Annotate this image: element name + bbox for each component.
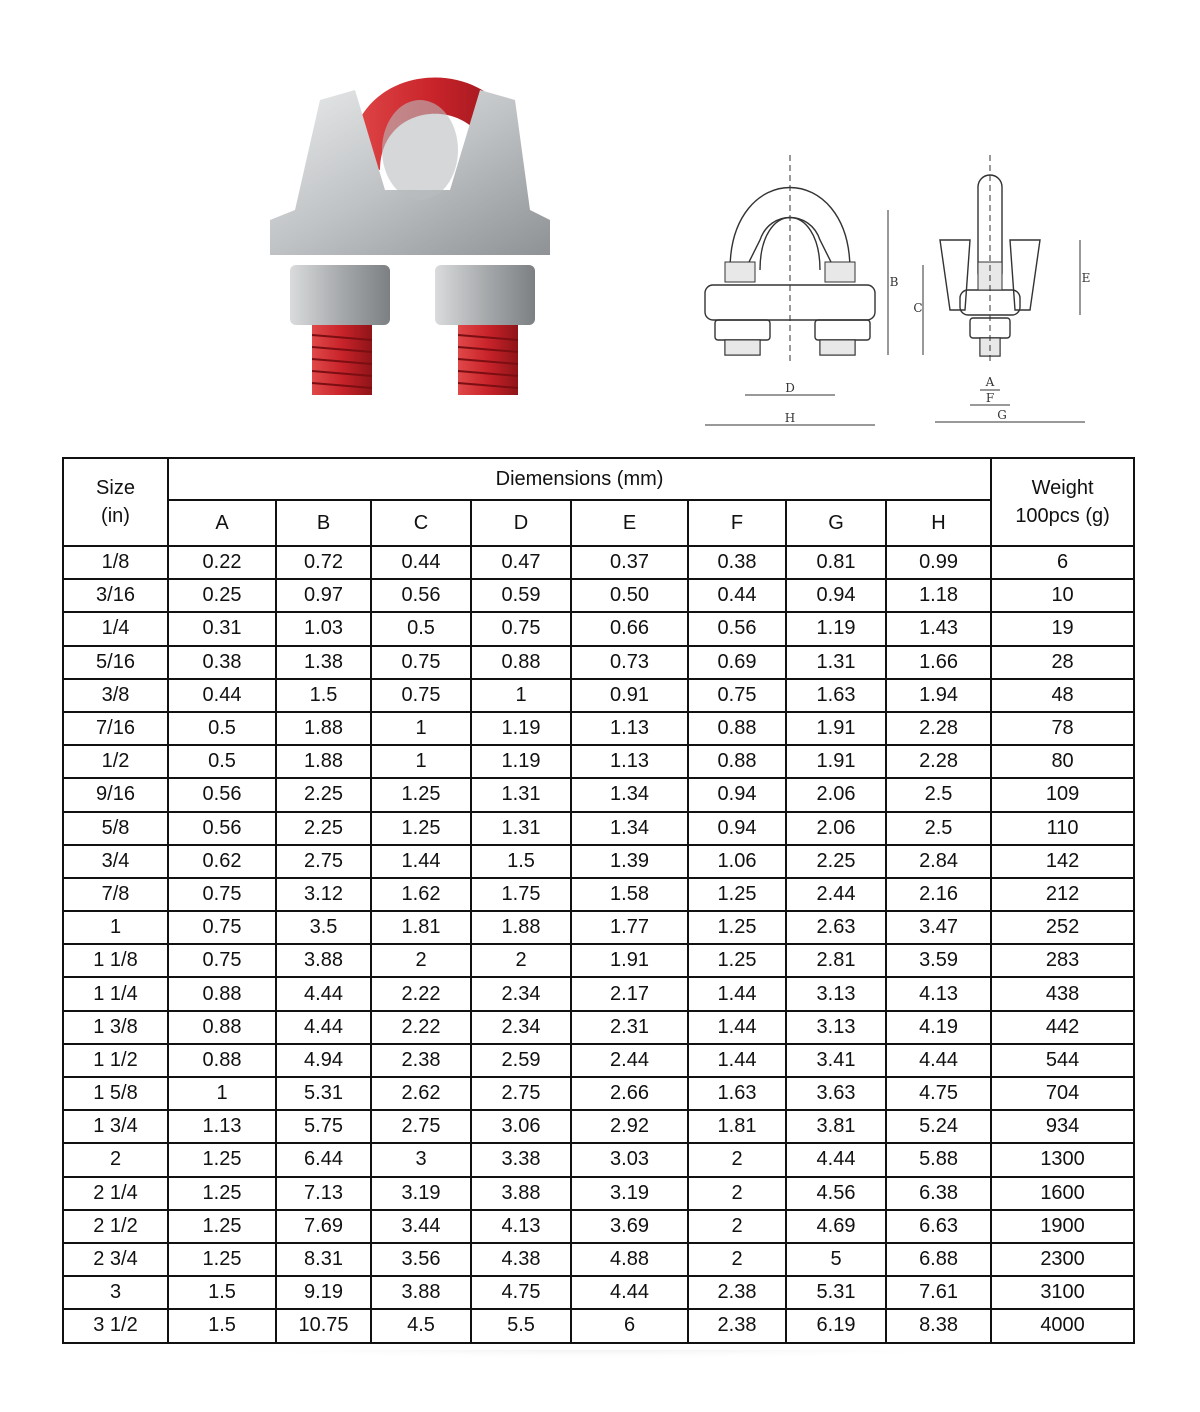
table-cell: 4.88 <box>571 1243 688 1276</box>
table-cell: 0.72 <box>276 546 371 579</box>
table-cell: 1.44 <box>688 1044 786 1077</box>
table-cell: 1.25 <box>688 911 786 944</box>
table-cell: 0.75 <box>168 944 276 977</box>
table-cell: 2.66 <box>571 1077 688 1110</box>
table-cell: 0.22 <box>168 546 276 579</box>
table-cell: 5/16 <box>63 646 168 679</box>
table-cell: 7.61 <box>886 1276 991 1309</box>
table-cell: 2.22 <box>371 977 471 1010</box>
table-cell: 1.81 <box>371 911 471 944</box>
label-h: H <box>784 411 796 425</box>
table-cell: 9.19 <box>276 1276 371 1309</box>
table-cell: 1.81 <box>688 1110 786 1143</box>
wire-rope-clip-photo <box>200 20 660 420</box>
table-cell: 8.38 <box>886 1309 991 1342</box>
table-cell: 0.44 <box>371 546 471 579</box>
table-row <box>63 1276 1134 1309</box>
col-header-e: E <box>571 500 688 546</box>
table-cell: 3.5 <box>276 911 371 944</box>
table-cell: 1 <box>371 745 471 778</box>
table-cell: 109 <box>991 778 1134 811</box>
table-cell: 4.19 <box>886 1011 991 1044</box>
table-cell: 1 3/4 <box>63 1110 168 1143</box>
table-cell: 1.19 <box>786 612 886 645</box>
table-row <box>63 977 1134 1010</box>
table-cell: 1 3/8 <box>63 1011 168 1044</box>
table-cell: 9/16 <box>63 778 168 811</box>
table-cell: 5 <box>786 1243 886 1276</box>
table-cell: 2.28 <box>886 712 991 745</box>
table-cell: 0.44 <box>168 679 276 712</box>
table-row <box>63 1210 1134 1243</box>
table-cell: 1.66 <box>886 646 991 679</box>
table-cell: 4.44 <box>886 1044 991 1077</box>
table-row <box>63 845 1134 878</box>
table-cell: 1.88 <box>276 745 371 778</box>
table-cell: 2.34 <box>471 1011 571 1044</box>
table-cell: 4.13 <box>886 977 991 1010</box>
table-cell: 0.37 <box>571 546 688 579</box>
label-b: B <box>889 275 899 289</box>
table-cell: 5.5 <box>471 1309 571 1342</box>
table-cell: 252 <box>991 911 1134 944</box>
table-cell: 7.13 <box>276 1177 371 1210</box>
table-cell: 3.44 <box>371 1210 471 1243</box>
table-cell: 1.63 <box>786 679 886 712</box>
table-cell: 3.81 <box>786 1110 886 1143</box>
table-cell: 2.92 <box>571 1110 688 1143</box>
size-header-line2: (in) <box>101 505 130 527</box>
table-cell: 1.63 <box>688 1077 786 1110</box>
table-row <box>63 612 1134 645</box>
table-cell: 0.99 <box>886 546 991 579</box>
table-cell: 0.88 <box>168 1011 276 1044</box>
table-row <box>63 1309 1134 1342</box>
table-row <box>63 812 1134 845</box>
table-cell: 1.38 <box>276 646 371 679</box>
table-cell: 3.38 <box>471 1143 571 1176</box>
table-cell: 2 1/4 <box>63 1177 168 1210</box>
table-cell: 934 <box>991 1110 1134 1143</box>
table-row <box>63 1243 1134 1276</box>
table-cell: 2.44 <box>571 1044 688 1077</box>
table-cell: 0.5 <box>371 612 471 645</box>
table-row <box>63 1044 1134 1077</box>
label-g: G <box>997 408 1007 422</box>
table-cell: 1.13 <box>571 745 688 778</box>
weight-header-line1: Weight <box>1031 477 1094 499</box>
table-cell: 0.94 <box>786 579 886 612</box>
table-cell: 1/4 <box>63 612 168 645</box>
table-row <box>63 778 1134 811</box>
table-cell: 4.38 <box>471 1243 571 1276</box>
table-cell: 6.63 <box>886 1210 991 1243</box>
label-a: A <box>985 375 995 389</box>
table-cell: 1.91 <box>571 944 688 977</box>
table-cell: 1.25 <box>168 1177 276 1210</box>
table-cell: 0.81 <box>786 546 886 579</box>
table-cell: 442 <box>991 1011 1134 1044</box>
table-cell: 4.44 <box>786 1143 886 1176</box>
table-cell: 1.58 <box>571 878 688 911</box>
weight-header <box>991 458 1134 546</box>
table-cell: 4.13 <box>471 1210 571 1243</box>
table-cell: 3 <box>63 1276 168 1309</box>
table-cell: 0.75 <box>168 878 276 911</box>
table-cell: 7/16 <box>63 712 168 745</box>
table-cell: 1.31 <box>471 812 571 845</box>
table-cell: 0.66 <box>571 612 688 645</box>
table-cell: 19 <box>991 612 1134 645</box>
weight-header-line2: 100pcs (g) <box>1015 505 1110 527</box>
dimensions-header: Diemensions (mm) <box>168 458 991 500</box>
table-cell: 1.44 <box>688 977 786 1010</box>
table-cell: 1.91 <box>786 745 886 778</box>
table-cell: 1 <box>371 712 471 745</box>
label-c: C <box>913 301 923 315</box>
table-cell: 10 <box>991 579 1134 612</box>
table-cell: 2.75 <box>276 845 371 878</box>
table-cell: 0.75 <box>371 646 471 679</box>
table-cell: 3 1/2 <box>63 1309 168 1342</box>
table-cell: 2.38 <box>688 1276 786 1309</box>
table-cell: 80 <box>991 745 1134 778</box>
table-cell: 2 <box>688 1177 786 1210</box>
table-cell: 6.88 <box>886 1243 991 1276</box>
table-cell: 2.75 <box>471 1077 571 1110</box>
table-body <box>63 546 1134 1343</box>
table-cell: 2 <box>63 1143 168 1176</box>
table-cell: 110 <box>991 812 1134 845</box>
table-cell: 2 <box>688 1210 786 1243</box>
spec-table <box>62 457 1135 1344</box>
table-cell: 4.5 <box>371 1309 471 1342</box>
table-cell: 0.59 <box>471 579 571 612</box>
table-cell: 1.25 <box>688 944 786 977</box>
table-cell: 2.62 <box>371 1077 471 1110</box>
table-cell: 1.19 <box>471 712 571 745</box>
table-cell: 0.62 <box>168 845 276 878</box>
table-cell: 4.69 <box>786 1210 886 1243</box>
col-header-g: G <box>786 500 886 546</box>
table-cell: 1.5 <box>276 679 371 712</box>
table-cell: 7/8 <box>63 878 168 911</box>
table-cell: 2.34 <box>471 977 571 1010</box>
table-cell: 4.44 <box>276 977 371 1010</box>
label-d: D <box>785 381 795 395</box>
table-cell: 1.39 <box>571 845 688 878</box>
table-cell: 1.34 <box>571 778 688 811</box>
table-cell: 1.62 <box>371 878 471 911</box>
table-cell: 2 <box>471 944 571 977</box>
col-header-h: H <box>886 500 991 546</box>
table-shadow <box>100 1350 1100 1390</box>
table-cell: 0.88 <box>168 977 276 1010</box>
table-cell: 3 <box>371 1143 471 1176</box>
table-cell: 5/8 <box>63 812 168 845</box>
table-cell: 0.38 <box>688 546 786 579</box>
table-cell: 3.47 <box>886 911 991 944</box>
table-cell: 1 <box>63 911 168 944</box>
table-cell: 438 <box>991 977 1134 1010</box>
table-cell: 1.25 <box>688 878 786 911</box>
table-cell: 3.56 <box>371 1243 471 1276</box>
table-row <box>63 911 1134 944</box>
table-cell: 1.44 <box>371 845 471 878</box>
table-cell: 4000 <box>991 1309 1134 1342</box>
table-cell: 1 1/2 <box>63 1044 168 1077</box>
table-cell: 2.25 <box>276 778 371 811</box>
table-cell: 142 <box>991 845 1134 878</box>
table-cell: 5.88 <box>886 1143 991 1176</box>
table-cell: 2.75 <box>371 1110 471 1143</box>
table-cell: 1.03 <box>276 612 371 645</box>
table-cell: 0.88 <box>688 745 786 778</box>
table-cell: 2.06 <box>786 812 886 845</box>
table-cell: 5.75 <box>276 1110 371 1143</box>
table-cell: 0.47 <box>471 546 571 579</box>
table-cell: 1.18 <box>886 579 991 612</box>
table-cell: 2.31 <box>571 1011 688 1044</box>
table-cell: 28 <box>991 646 1134 679</box>
table-cell: 1.43 <box>886 612 991 645</box>
col-header-c: C <box>371 500 471 546</box>
table-cell: 1.94 <box>886 679 991 712</box>
table-row <box>63 1011 1134 1044</box>
table-cell: 4.44 <box>276 1011 371 1044</box>
table-cell: 4.56 <box>786 1177 886 1210</box>
table-cell: 1600 <box>991 1177 1134 1210</box>
table-cell: 2 <box>688 1243 786 1276</box>
table-cell: 6.38 <box>886 1177 991 1210</box>
table-cell: 1.5 <box>168 1276 276 1309</box>
table-cell: 4.75 <box>471 1276 571 1309</box>
table-cell: 0.94 <box>688 812 786 845</box>
table-cell: 4.44 <box>571 1276 688 1309</box>
table-cell: 1.5 <box>168 1309 276 1342</box>
col-header-b: B <box>276 500 371 546</box>
table-cell: 0.56 <box>168 812 276 845</box>
table-cell: 1.06 <box>688 845 786 878</box>
table-cell: 283 <box>991 944 1134 977</box>
table-cell: 3.19 <box>571 1177 688 1210</box>
table-cell: 2.5 <box>886 812 991 845</box>
table-row <box>63 745 1134 778</box>
table-cell: 1 1/8 <box>63 944 168 977</box>
table-cell: 0.50 <box>571 579 688 612</box>
table-cell: 1 1/4 <box>63 977 168 1010</box>
table-cell: 3.13 <box>786 1011 886 1044</box>
table-cell: 0.56 <box>168 778 276 811</box>
table-cell: 2300 <box>991 1243 1134 1276</box>
table-cell: 0.56 <box>688 612 786 645</box>
table-cell: 0.75 <box>688 679 786 712</box>
table-cell: 0.73 <box>571 646 688 679</box>
table-cell: 2.25 <box>276 812 371 845</box>
table-cell: 2.22 <box>371 1011 471 1044</box>
table-row <box>63 1143 1134 1176</box>
table-cell: 2.59 <box>471 1044 571 1077</box>
table-row <box>63 679 1134 712</box>
table-cell: 704 <box>991 1077 1134 1110</box>
table-cell: 2 <box>688 1143 786 1176</box>
table-cell: 1900 <box>991 1210 1134 1243</box>
table-cell: 1300 <box>991 1143 1134 1176</box>
table-cell: 1.77 <box>571 911 688 944</box>
table-cell: 10.75 <box>276 1309 371 1342</box>
table-cell: 2.63 <box>786 911 886 944</box>
table-cell: 78 <box>991 712 1134 745</box>
col-header-d: D <box>471 500 571 546</box>
table-cell: 1.25 <box>371 778 471 811</box>
table-cell: 0.44 <box>688 579 786 612</box>
table-cell: 3/16 <box>63 579 168 612</box>
table-cell: 3.88 <box>276 944 371 977</box>
table-cell: 2.44 <box>786 878 886 911</box>
table-cell: 1.25 <box>371 812 471 845</box>
table-cell: 6 <box>991 546 1134 579</box>
table-cell: 3/8 <box>63 679 168 712</box>
table-row <box>63 646 1134 679</box>
table-cell: 4.75 <box>886 1077 991 1110</box>
table-cell: 0.75 <box>471 612 571 645</box>
table-row <box>63 1177 1134 1210</box>
table-cell: 0.56 <box>371 579 471 612</box>
table-cell: 3.13 <box>786 977 886 1010</box>
table-cell: 0.69 <box>688 646 786 679</box>
table-cell: 3100 <box>991 1276 1134 1309</box>
table-cell: 0.88 <box>168 1044 276 1077</box>
table-cell: 0.88 <box>471 646 571 679</box>
column-header-row <box>63 500 1134 546</box>
table-cell: 3.41 <box>786 1044 886 1077</box>
table-cell: 1.5 <box>471 845 571 878</box>
table-cell: 0.38 <box>168 646 276 679</box>
table-cell: 1.13 <box>571 712 688 745</box>
table-cell: 0.75 <box>371 679 471 712</box>
table-cell: 0.5 <box>168 712 276 745</box>
size-header <box>63 458 168 546</box>
table-cell: 5.31 <box>786 1276 886 1309</box>
table-cell: 2.81 <box>786 944 886 977</box>
label-e: E <box>1081 271 1091 285</box>
table-cell: 0.94 <box>688 778 786 811</box>
table-cell: 1.75 <box>471 878 571 911</box>
table-cell: 4.94 <box>276 1044 371 1077</box>
table-row <box>63 1110 1134 1143</box>
table-cell: 2.16 <box>886 878 991 911</box>
table-cell: 2.5 <box>886 778 991 811</box>
table-cell: 2 1/2 <box>63 1210 168 1243</box>
table-cell: 0.25 <box>168 579 276 612</box>
table-cell: 3.88 <box>471 1177 571 1210</box>
table-cell: 8.31 <box>276 1243 371 1276</box>
table-cell: 7.69 <box>276 1210 371 1243</box>
table-cell: 3.06 <box>471 1110 571 1143</box>
table-cell: 2.84 <box>886 845 991 878</box>
table-cell: 1 <box>168 1077 276 1110</box>
table-cell: 1.31 <box>471 778 571 811</box>
table-cell: 6.19 <box>786 1309 886 1342</box>
table-cell: 544 <box>991 1044 1134 1077</box>
table-cell: 3.12 <box>276 878 371 911</box>
table-cell: 6 <box>571 1309 688 1342</box>
table-cell: 0.75 <box>168 911 276 944</box>
table-cell: 1/8 <box>63 546 168 579</box>
label-f: F <box>985 391 995 405</box>
table-cell: 3.19 <box>371 1177 471 1210</box>
table-cell: 3.63 <box>786 1077 886 1110</box>
size-header-line1: Size <box>96 477 135 499</box>
table-cell: 0.91 <box>571 679 688 712</box>
table-cell: 2 3/4 <box>63 1243 168 1276</box>
table-cell: 0.88 <box>688 712 786 745</box>
table-cell: 2.06 <box>786 778 886 811</box>
table-cell: 0.97 <box>276 579 371 612</box>
table-cell: 3.03 <box>571 1143 688 1176</box>
table-cell: 2.38 <box>688 1309 786 1342</box>
table-cell: 0.5 <box>168 745 276 778</box>
table-row <box>63 944 1134 977</box>
table-cell: 2.17 <box>571 977 688 1010</box>
table-row <box>63 1077 1134 1110</box>
table-row <box>63 579 1134 612</box>
col-header-a: A <box>168 500 276 546</box>
table-cell: 5.24 <box>886 1110 991 1143</box>
table-cell: 48 <box>991 679 1134 712</box>
table-cell: 1.88 <box>471 911 571 944</box>
table-cell: 1.31 <box>786 646 886 679</box>
table-cell: 2.28 <box>886 745 991 778</box>
table-cell: 3.59 <box>886 944 991 977</box>
table-cell: 3/4 <box>63 845 168 878</box>
col-header-f: F <box>688 500 786 546</box>
table-cell: 3.88 <box>371 1276 471 1309</box>
table-cell: 1.44 <box>688 1011 786 1044</box>
table-cell: 1.25 <box>168 1143 276 1176</box>
table-cell: 1.19 <box>471 745 571 778</box>
table-cell: 3.69 <box>571 1210 688 1243</box>
table-cell: 1.34 <box>571 812 688 845</box>
dimension-drawing <box>690 150 1110 440</box>
table-cell: 1 <box>471 679 571 712</box>
table-row <box>63 712 1134 745</box>
table-cell: 212 <box>991 878 1134 911</box>
table-row <box>63 878 1134 911</box>
table-cell: 1/2 <box>63 745 168 778</box>
table-cell: 1.25 <box>168 1210 276 1243</box>
table-cell: 2 <box>371 944 471 977</box>
table-cell: 5.31 <box>276 1077 371 1110</box>
table-cell: 0.31 <box>168 612 276 645</box>
table-cell: 1.13 <box>168 1110 276 1143</box>
table-cell: 1.91 <box>786 712 886 745</box>
table-cell: 2.25 <box>786 845 886 878</box>
table-cell: 6.44 <box>276 1143 371 1176</box>
table-cell: 2.38 <box>371 1044 471 1077</box>
table-cell: 1 5/8 <box>63 1077 168 1110</box>
table-row <box>63 546 1134 579</box>
table-cell: 1.88 <box>276 712 371 745</box>
table-cell: 1.25 <box>168 1243 276 1276</box>
